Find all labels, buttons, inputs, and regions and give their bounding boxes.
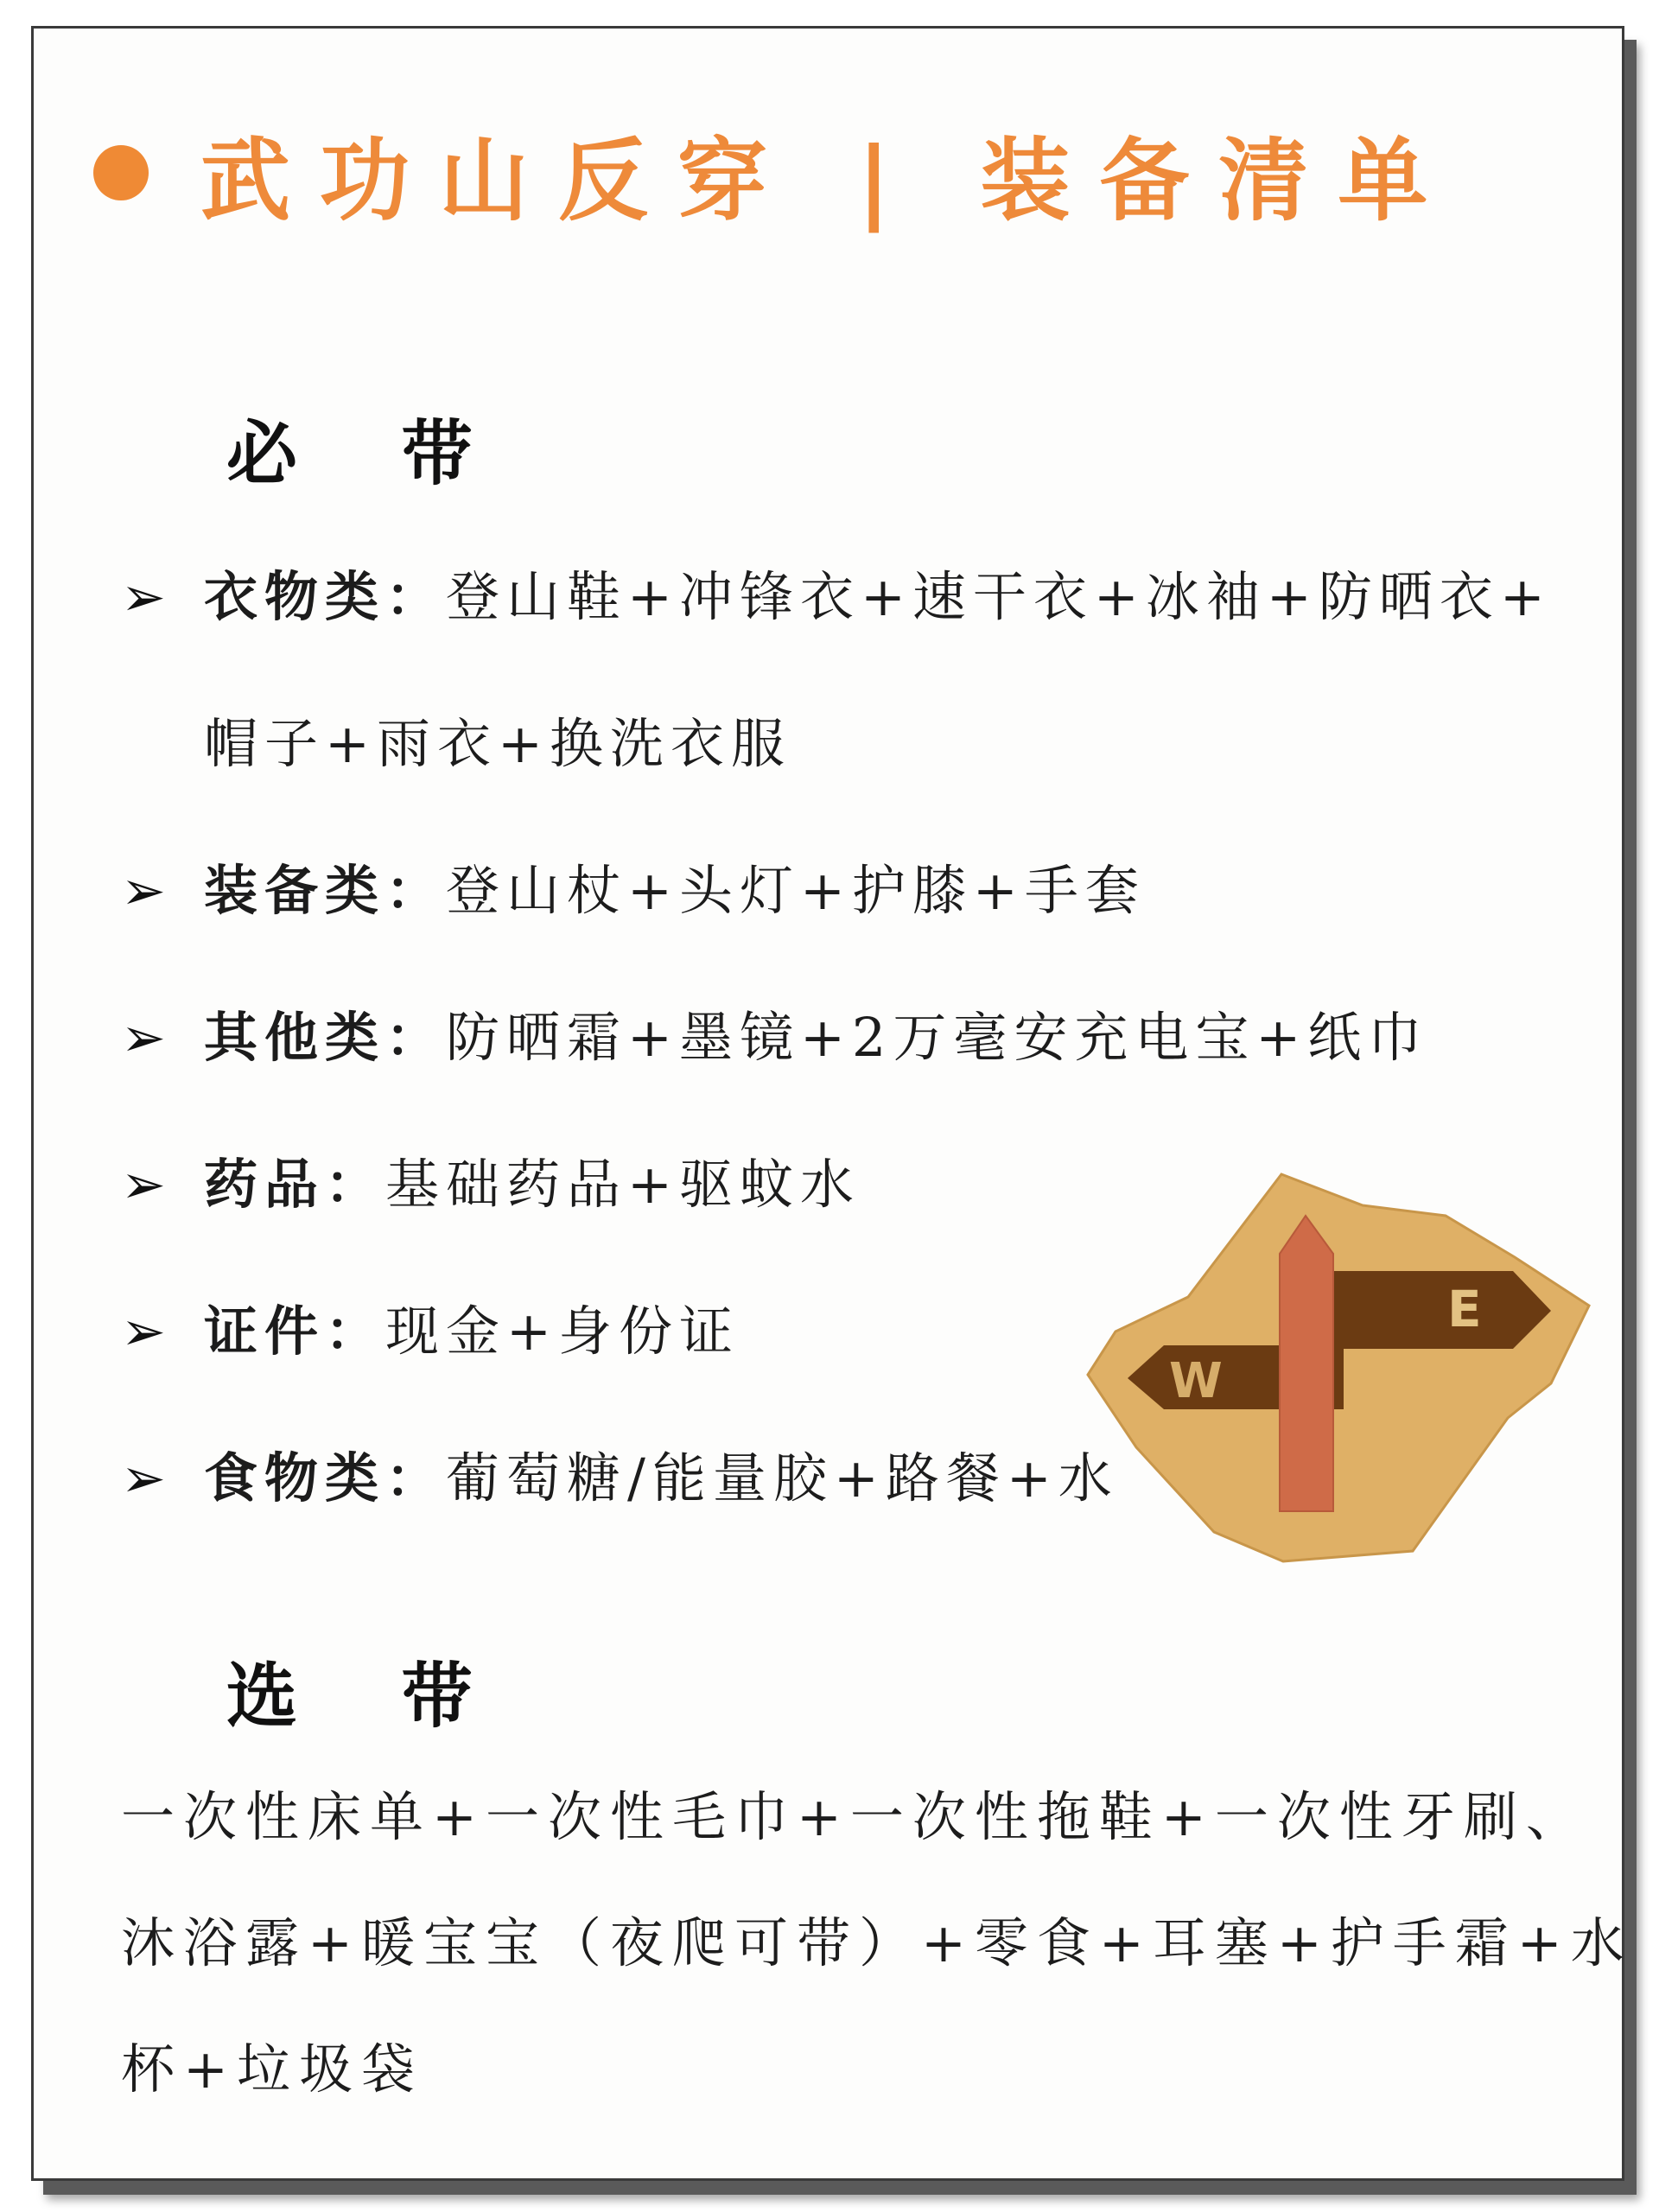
item-label: 食物类： — [204, 1446, 447, 1510]
arrow-right-icon: ➢ — [121, 1446, 171, 1510]
arrow-right-icon: ➢ — [121, 1300, 171, 1363]
optional-line: 一次性床单+一次性毛巾+一次性拖鞋+一次性牙刷、 — [121, 1785, 1588, 1848]
arrow-right-icon: ➢ — [121, 1006, 171, 1069]
list-item-gear — [121, 817, 1590, 965]
arrow-right-icon: ➢ — [121, 859, 171, 922]
title-text: 武功山反穿 | 装备清单 — [200, 128, 1458, 233]
east-label: E — [1447, 1280, 1482, 1338]
list-item-clothing — [121, 523, 1590, 671]
optional-heading: 选 带 — [226, 1656, 512, 1738]
center-pillar — [1280, 1216, 1333, 1511]
required-heading: 必 带 — [226, 413, 512, 495]
item-content: 葡萄糖/能量胶+路餐+水 — [446, 1446, 1119, 1510]
item-content: 登山鞋+冲锋衣+速干衣+冰袖+防晒衣+ — [446, 565, 1552, 628]
optional-line: 沐浴露+暖宝宝（夜爬可带）+零食+耳塞+护手霜+水 — [121, 1911, 1633, 1974]
east-arrow-sign — [1309, 1271, 1551, 1349]
optional-line: 杯+垃圾袋 — [121, 2037, 423, 2101]
item-content: 现金+身份证 — [385, 1300, 740, 1363]
item-content: 登山杖+头灯+护膝+手套 — [446, 859, 1146, 922]
item-label: 证件： — [204, 1300, 386, 1363]
compass-signpost-icon — [1084, 1171, 1594, 1568]
item-label: 药品： — [204, 1153, 386, 1216]
optional-items — [121, 1754, 1633, 2133]
orange-dot-icon — [93, 145, 149, 200]
list-item-other — [121, 963, 1590, 1112]
item-label: 其他类： — [204, 1006, 447, 1069]
item-continuation: 帽子+雨衣+换洗衣服 — [204, 712, 791, 775]
item-label: 衣物类： — [204, 565, 447, 628]
page-title — [93, 104, 1457, 242]
item-content: 基础药品+驱蚊水 — [385, 1153, 861, 1216]
arrow-right-icon: ➢ — [121, 1153, 171, 1216]
item-label: 装备类： — [204, 859, 447, 922]
item-content: 防晒霜+墨镜+2万毫安充电宝+纸巾 — [446, 1006, 1429, 1069]
arrow-right-icon: ➢ — [121, 565, 171, 628]
west-label: W — [1169, 1353, 1223, 1409]
